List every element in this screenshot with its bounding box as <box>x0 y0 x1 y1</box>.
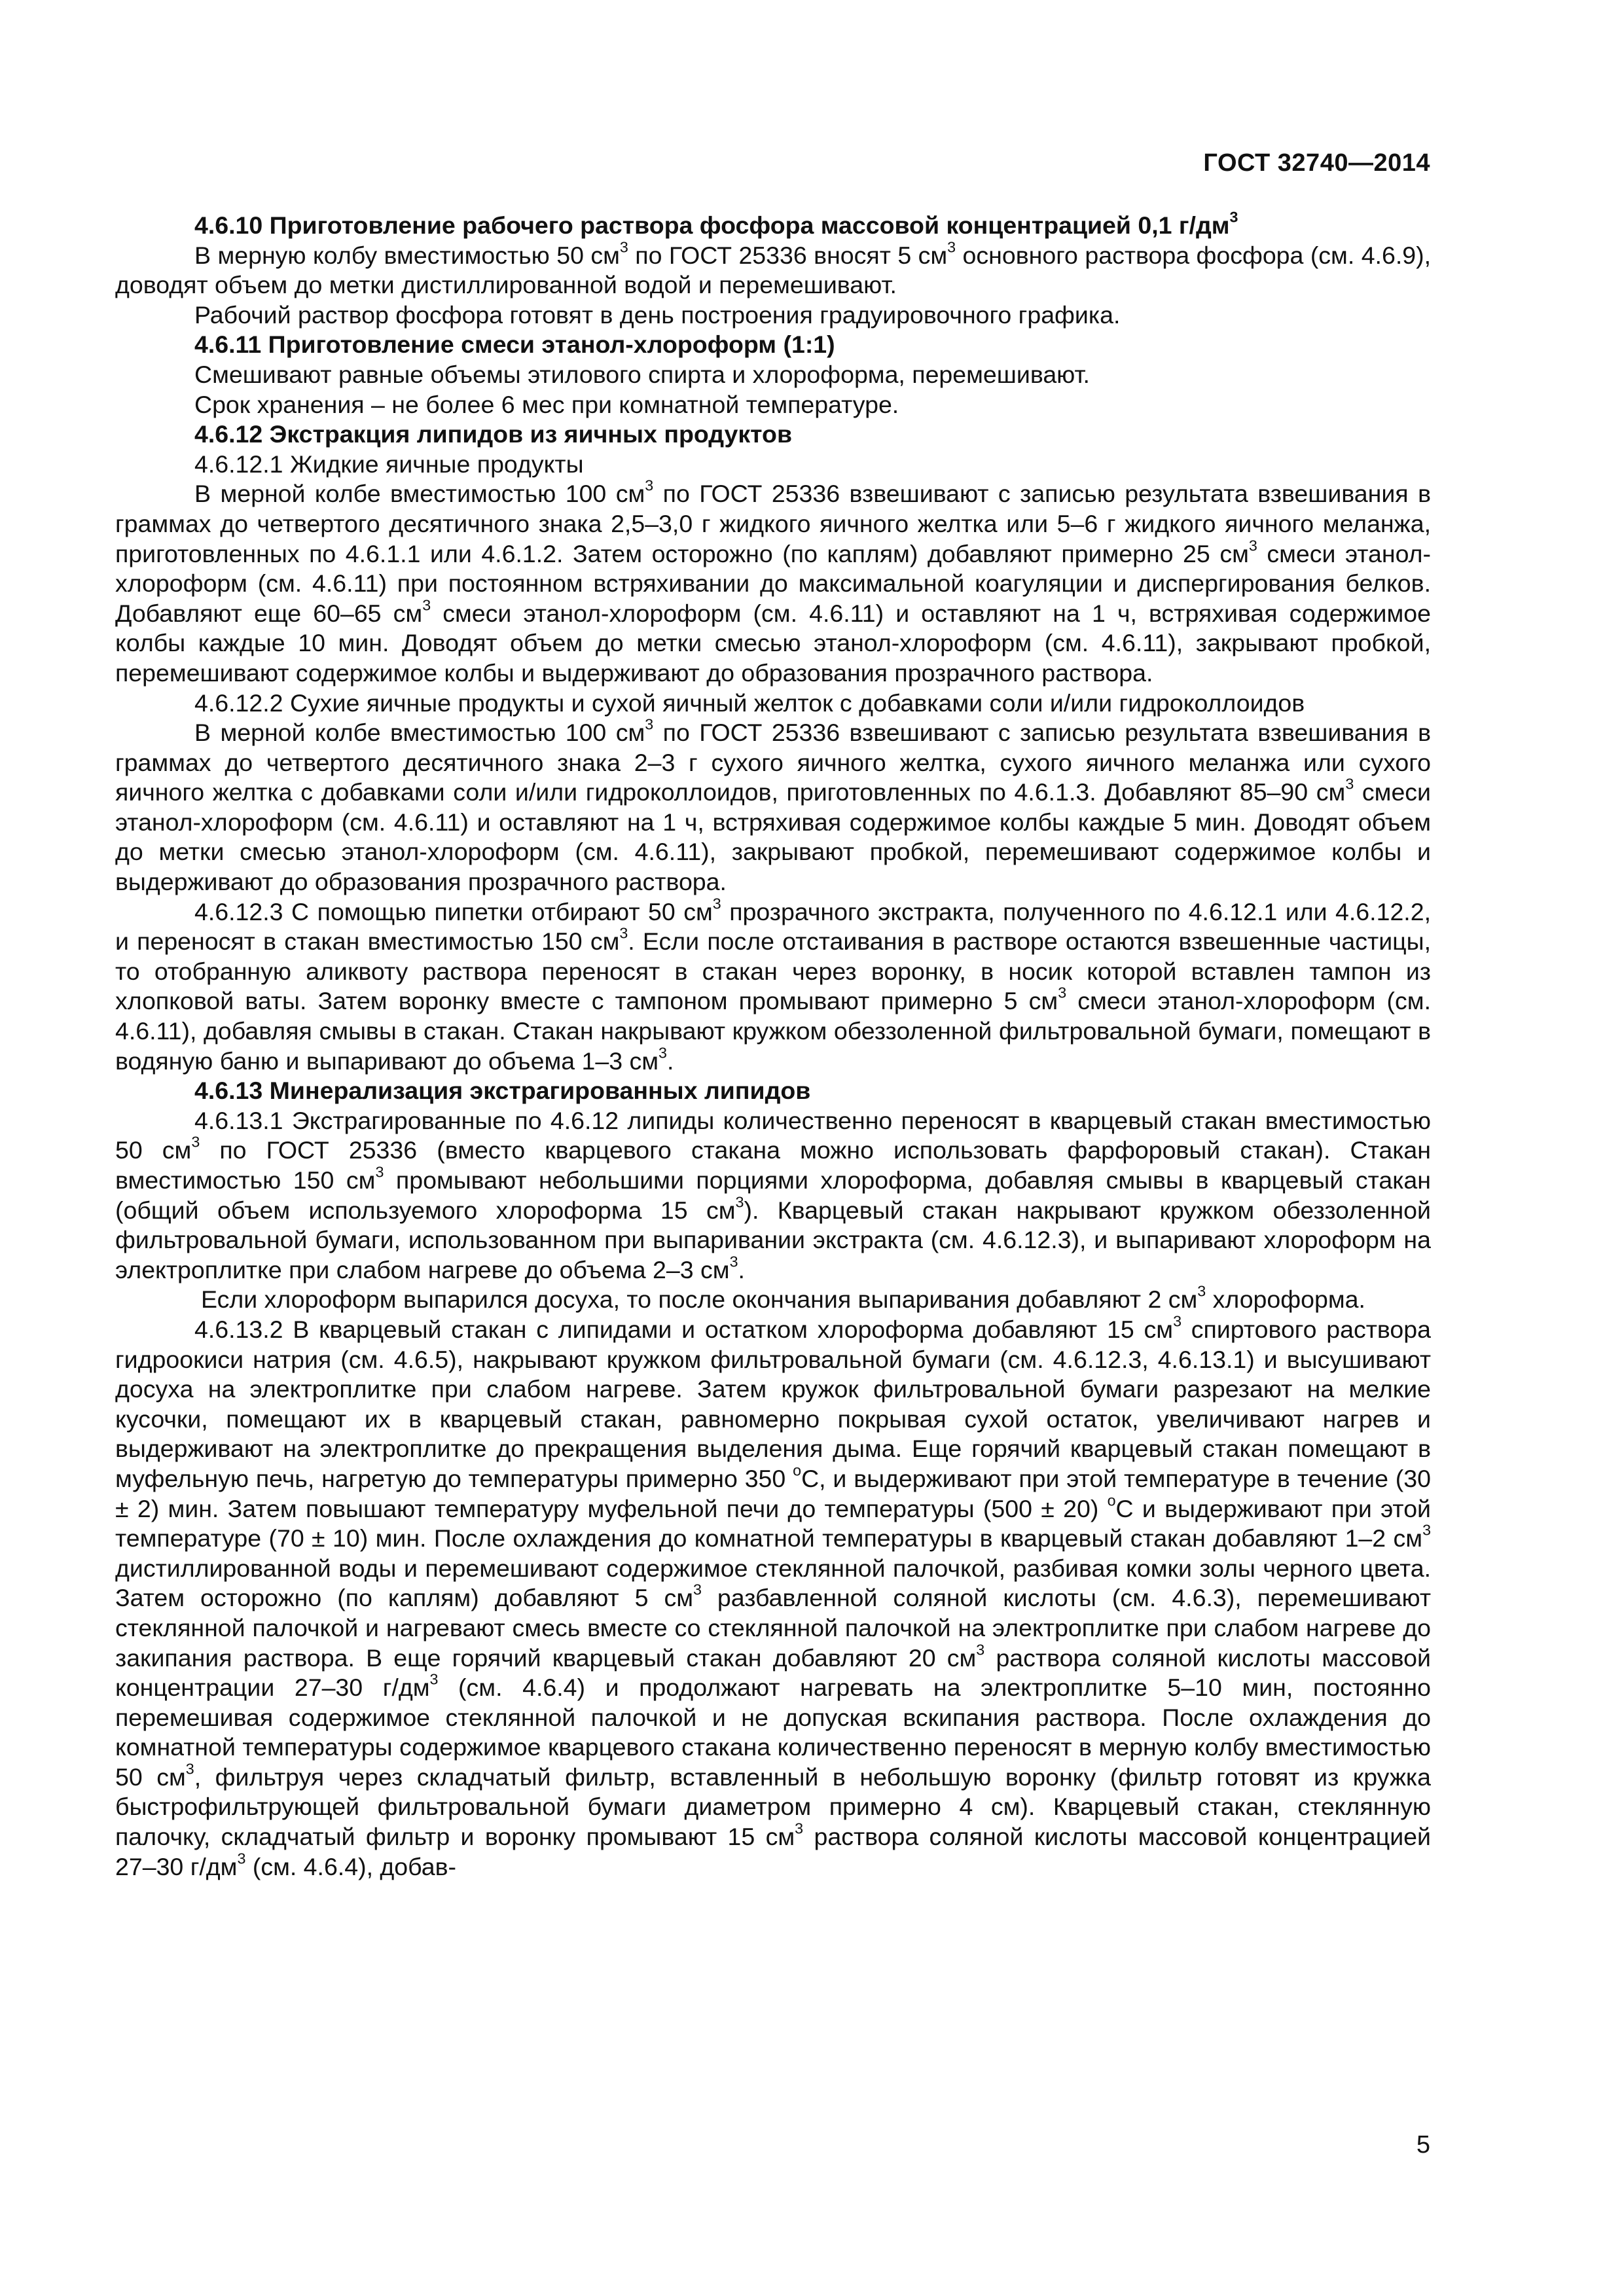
paragraph: В мерную колбу вместимостью 50 $см^3$ по ГОСТ 25336 вносят 5 $см^3$ основного раствора фосфора (см. 4.6.9), доводят объем до метки дистиллированной водой и перемешивают. <box>115 238 1432 299</box>
superscript: 3 <box>712 895 721 912</box>
paragraph: Если хлороформ выпарился досуха, то после окончания выпаривания добавляют 2 $см^3$ хлороформа. <box>201 1282 1365 1314</box>
paragraph: Смешивают равные объемы этилового спирта и хлороформа, перемешивают. <box>194 360 1090 388</box>
section-heading: 4.6.13 Минерализация экстрагированных липидов <box>194 1077 811 1105</box>
section-heading: 4.6.10 Приготовление рабочего раствора фосфора массовой концентрацией 0,1 $г/дм^3$ <box>194 208 1238 239</box>
superscript: 3 <box>645 715 654 733</box>
section-heading: 4.6.11 Приготовление смеси этанол-хлороформ (1:1) <box>194 331 835 359</box>
paragraph: 4.6.12.3 С помощью пипетки отбирают 50 $см^3$ прозрачного экстракта, полученного по 4.6.12.1 или 4.6.12.2, и переносят в стакан вместимостью 150 $см^3$. Если после отстаивания в растворе остаются взвешенные частицы, то отобранную аликвоту раствора переносят в стакан через воронку, в носик которой вставлен тампон из хлопковой ваты. Затем воронку вместе с тампоном промывают примерно 5 $см^3$ смеси этанол-хлороформ (см. 4.6.11), добавляя смывы в стакан. Стакан накрывают кружком обеззоленной фильтровальной бумаги, помещают в водяную баню и выпаривают до объема 1–3 $см^3$. <box>115 895 1431 1075</box>
paragraph: 4.6.12.1 Жидкие яичные продукты <box>194 450 584 478</box>
superscript: 3 <box>429 1670 439 1688</box>
superscript: 3 <box>693 1581 702 1598</box>
superscript: 3 <box>619 924 628 942</box>
superscript: 3 <box>1058 984 1067 1001</box>
superscript: 3 <box>191 1133 200 1151</box>
section-heading: 4.6.12 Экстракция липидов из яичных продуктов <box>194 420 793 448</box>
superscript: 3 <box>375 1163 384 1181</box>
paragraph: Срок хранения – не более 6 мес при комнатной температуре. <box>194 390 899 418</box>
superscript: 3 <box>422 596 431 614</box>
superscript: 3 <box>976 1641 985 1659</box>
superscript: 3 <box>185 1760 194 1778</box>
document-header: ГОСТ 32740—2014 <box>1203 149 1430 177</box>
superscript: 3 <box>1229 208 1238 226</box>
superscript: 3 <box>1173 1312 1182 1330</box>
paragraph: 4.6.13.2 В кварцевый стакан с липидами и остатком хлороформа добавляют 15 $см^3$ спиртового раствора гидроокиси натрия (см. 4.6.5), накрывают кружком фильтровальной бумаги (см. 4.6.12.3, 4.6.13.1) и высушивают досуха на электроплитке при слабом нагреве. Затем кружок фильтровальной бумаги разрезают на мелкие кусочки, помещают их в кварцевый стакан, равномерно покрывая сухой остаток, увеличивают нагрев и выдерживают на электроплитке до прекращения выделения дыма. Еще горячий кварцевый стакан помещают в муфельную печь, нагретую до температуры примерно 350 $^o$С, и выдерживают при этой температуре в течение (30 ± 2) мин. Затем повышают температуру муфельной печи до температуры (500 ± 20) $^o$С и выдерживают при этой температуре (70 ± 10) мин. После охлаждения до комнатной температуры в кварцевый стакан добавляют 1–2 $см^3$ дистиллированной воды и перемешивают содержимое стеклянной палочкой, разбивая комки золы черного цвета. Затем осторожно (по каплям) добавляют 5 $см^3$ разбавленной соляной кислоты (см. 4.6.3), перемешивают стеклянной палочкой и нагревают смесь вместе со стеклянной палочкой на электроплитке при слабом нагреве до закипания раствора. В еще горячий кварцевый стакан добавляют 20 $см^3$ раствора соляной кислоты массовой концентрации 27–30 $г/дм^3$ (см. 4.6.4) и продолжают нагревать на электроплитке 5–10 мин, постоянно перемешивая содержимое стеклянной палочкой и не допуская вскипания раствора. После охлаждения до комнатной температуры содержимое кварцевого стакана количественно переносят в мерную колбу вместимостью 50 $см^3$, фильтруя через складчатый фильтр, вставленный в небольшую воронку (фильтр готовят из кружка быстрофильтрующей фильтровальной бумаги диаметром примерно 4 см). Кварцевый стакан, стеклянную палочку, складчатый фильтр и воронку промывают 15 $см^3$ раствора соляной кислоты массовой концентрацией 27–30 $г/дм^3$ (см. 4.6.4), добав- <box>115 1312 1432 1880</box>
superscript: 3 <box>619 238 628 256</box>
paragraph: Рабочий раствор фосфора готовят в день построения градуировочного графика. <box>194 300 1121 329</box>
paragraph: В мерной колбе вместимостью 100 $см^3$ по ГОСТ 25336 взвешивают с записью результата взвешивания в граммах до четвертого десятичного знака 2–3 г сухого яичного желтка, сухого яичного меланжа или сухого яичного желтка с добавками соли и/или гидроколлоидов, приготовленных по 4.6.1.3. Добавляют 85–90 $см^3$ смеси этанол-хлороформ (см. 4.6.11) и оставляют на 1 ч, встряхивая содержимое колбы каждые 5 мин. Доводят объем до метки смесью этанол-хлороформ (см. 4.6.11), закрывают пробкой, перемешивают содержимое колбы и выдерживают до образования прозрачного раствора. <box>115 715 1431 896</box>
superscript: 3 <box>237 1850 246 1867</box>
superscript: 3 <box>729 1253 738 1270</box>
superscript: 3 <box>947 238 956 256</box>
superscript: 3 <box>1345 775 1354 793</box>
superscript: 3 <box>735 1193 744 1211</box>
superscript: 3 <box>1248 537 1257 554</box>
superscript: o <box>1107 1492 1116 1509</box>
superscript: 3 <box>1197 1282 1206 1300</box>
paragraph: 4.6.13.1 Экстрагированные по 4.6.12 липиды количественно переносят в кварцевый стакан вместимостью 50 $см^3$ по ГОСТ 25336 (вместо кварцевого стакана можно использовать фарфоровый стакан). Стакан вместимостью 150 $см^3$ промывают небольшими порциями хлороформа, добавляя смывы в кварцевый стакан (общий объем используемого хлороформа 15 $см^3$). Кварцевый стакан накрывают кружком обеззоленной фильтровальной бумаги, использованном при выпаривании экстракта (см. 4.6.12.3), и выпаривают хлороформ на электроплитке при слабом нагреве до объема 2–3 $см^3$. <box>115 1106 1431 1283</box>
paragraph: 4.6.12.2 Сухие яичные продукты и сухой яичный желток с добавками соли и/или гидроколлоидов <box>194 689 1305 717</box>
document-body <box>115 208 1432 1882</box>
superscript: 3 <box>795 1820 804 1837</box>
page-number: 5 <box>1416 2131 1430 2159</box>
superscript: 3 <box>645 476 654 494</box>
superscript: o <box>793 1462 802 1479</box>
paragraph: В мерной колбе вместимостью 100 $см^3$ по ГОСТ 25336 взвешивают с записью результата взвешивания в граммах до четвертого десятичного знака 2,5–3,0 г жидкого яичного желтка или 5–6 г жидкого яичного меланжа, приготовленных по 4.6.1.1 или 4.6.1.2. Затем осторожно (по каплям) добавляют примерно 25 $см^3$ смеси этанол-хлороформ (см. 4.6.11) при постоянном встряхивании до максимальной коагуляции и диспергирования белков. Добавляют еще 60–65 $см^3$ смеси этанол-хлороформ (см. 4.6.11) и оставляют на 1 ч, встряхивая содержимое колбы каждые 10 мин. Доводят объем до метки смесью этанол-хлороформ (см. 4.6.11), закрывают пробкой, перемешивают содержимое колбы и выдерживают до образования прозрачного раствора. <box>115 476 1432 687</box>
superscript: 3 <box>1422 1521 1431 1539</box>
superscript: 3 <box>659 1044 667 1062</box>
